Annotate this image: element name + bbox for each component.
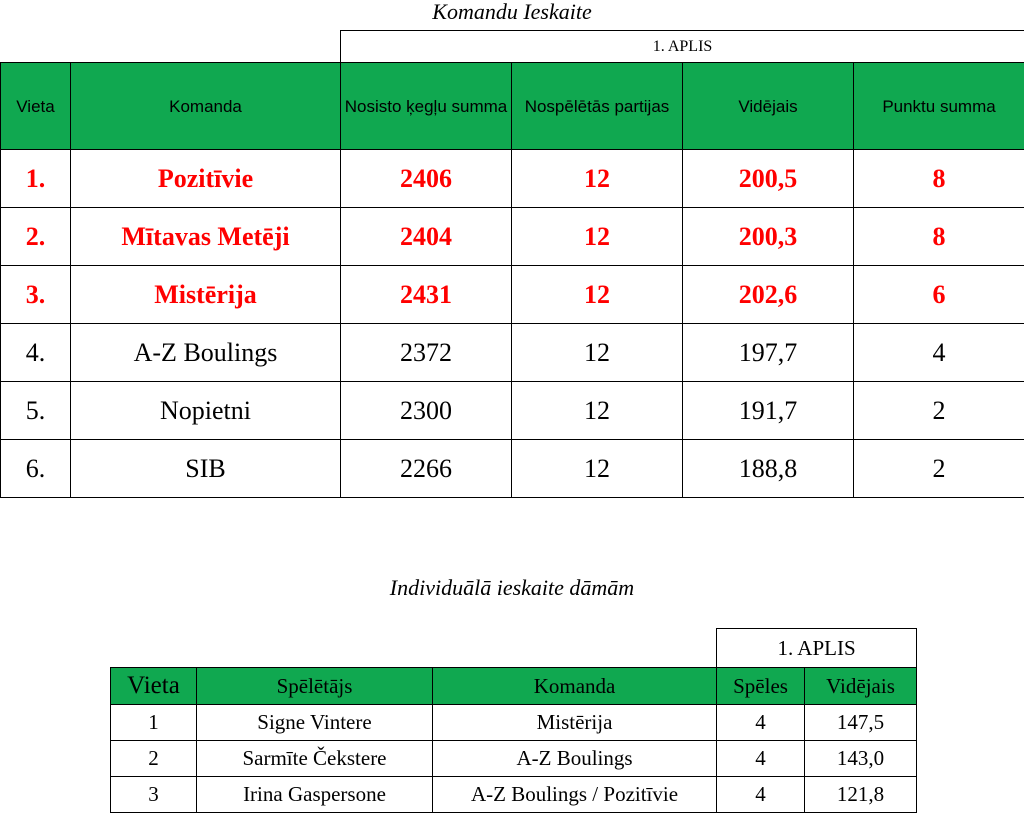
average-cell: 191,7 bbox=[683, 382, 854, 440]
ladies-standings-table bbox=[110, 628, 917, 813]
team-cell: A-Z Boulings bbox=[71, 324, 341, 382]
place-cell: 5. bbox=[1, 382, 71, 440]
team-round-header-row bbox=[1, 31, 1024, 63]
place-cell: 3. bbox=[1, 266, 71, 324]
games-cell: 12 bbox=[512, 324, 683, 382]
average-cell: 200,3 bbox=[683, 208, 854, 266]
pins-cell: 2372 bbox=[341, 324, 512, 382]
place-cell: 4. bbox=[1, 324, 71, 382]
points-cell: 4 bbox=[854, 324, 1024, 382]
team-cell: Nopietni bbox=[71, 382, 341, 440]
team-standings-caption: Komandu Ieskaite bbox=[432, 0, 592, 24]
games-cell: 4 bbox=[717, 705, 805, 741]
points-cell: 8 bbox=[854, 208, 1024, 266]
place-cell: 3 bbox=[111, 777, 197, 813]
place-cell: 1. bbox=[1, 150, 71, 208]
average-cell: 202,6 bbox=[683, 266, 854, 324]
header-average: Vidējais bbox=[805, 668, 917, 705]
games-cell: 12 bbox=[512, 382, 683, 440]
team-cell: Mītavas Metēji bbox=[71, 208, 341, 266]
header-team: Komanda bbox=[433, 668, 717, 705]
team-cell: Mistērija bbox=[433, 705, 717, 741]
average-cell: 188,8 bbox=[683, 440, 854, 498]
points-cell: 8 bbox=[854, 150, 1024, 208]
table-row bbox=[1, 150, 1024, 208]
average-cell: 121,8 bbox=[805, 777, 917, 813]
team-standings-table bbox=[0, 30, 1024, 498]
points-cell: 2 bbox=[854, 382, 1024, 440]
games-cell: 4 bbox=[717, 741, 805, 777]
header-pins: Nosisto ķegļu summa bbox=[341, 63, 512, 150]
games-cell: 4 bbox=[717, 777, 805, 813]
header-points: Punktu summa bbox=[854, 63, 1024, 150]
points-cell: 2 bbox=[854, 440, 1024, 498]
pins-cell: 2406 bbox=[341, 150, 512, 208]
average-cell: 143,0 bbox=[805, 741, 917, 777]
team-cell: Pozitīvie bbox=[71, 150, 341, 208]
place-cell: 2. bbox=[1, 208, 71, 266]
ladies-standings-caption: Individuālā ieskaite dāmām bbox=[389, 575, 635, 600]
header-games: Spēles bbox=[717, 668, 805, 705]
table-row bbox=[111, 705, 917, 741]
pins-cell: 2431 bbox=[341, 266, 512, 324]
team-cell: A-Z Boulings / Pozitīvie bbox=[433, 777, 717, 813]
table-row bbox=[111, 777, 917, 813]
ladies-round-label: 1. APLIS bbox=[717, 629, 917, 668]
header-games: Nospēlētās partijas bbox=[512, 63, 683, 150]
ladies-round-header-row bbox=[111, 629, 917, 668]
table-row bbox=[1, 208, 1024, 266]
table-row bbox=[1, 324, 1024, 382]
player-cell: Signe Vintere bbox=[197, 705, 433, 741]
table-row bbox=[1, 440, 1024, 498]
average-cell: 147,5 bbox=[805, 705, 917, 741]
header-average: Vidējais bbox=[683, 63, 854, 150]
team-cell: SIB bbox=[71, 440, 341, 498]
ladies-column-headers bbox=[111, 668, 917, 705]
header-place: Vieta bbox=[111, 668, 197, 705]
average-cell: 200,5 bbox=[683, 150, 854, 208]
player-cell: Sarmīte Čekstere bbox=[197, 741, 433, 777]
table-row bbox=[1, 266, 1024, 324]
player-cell: Irina Gaspersone bbox=[197, 777, 433, 813]
pins-cell: 2404 bbox=[341, 208, 512, 266]
games-cell: 12 bbox=[512, 150, 683, 208]
team-column-headers bbox=[1, 63, 1024, 150]
header-player: Spēlētājs bbox=[197, 668, 433, 705]
place-cell: 1 bbox=[111, 705, 197, 741]
games-cell: 12 bbox=[512, 440, 683, 498]
place-cell: 6. bbox=[1, 440, 71, 498]
pins-cell: 2266 bbox=[341, 440, 512, 498]
team-round-label: 1. APLIS bbox=[341, 31, 1024, 63]
table-row bbox=[1, 382, 1024, 440]
pins-cell: 2300 bbox=[341, 382, 512, 440]
table-row bbox=[111, 741, 917, 777]
header-place: Vieta bbox=[1, 63, 71, 150]
average-cell: 197,7 bbox=[683, 324, 854, 382]
games-cell: 12 bbox=[512, 208, 683, 266]
header-team: Komanda bbox=[71, 63, 341, 150]
points-cell: 6 bbox=[854, 266, 1024, 324]
team-cell: Mistērija bbox=[71, 266, 341, 324]
team-cell: A-Z Boulings bbox=[433, 741, 717, 777]
games-cell: 12 bbox=[512, 266, 683, 324]
place-cell: 2 bbox=[111, 741, 197, 777]
